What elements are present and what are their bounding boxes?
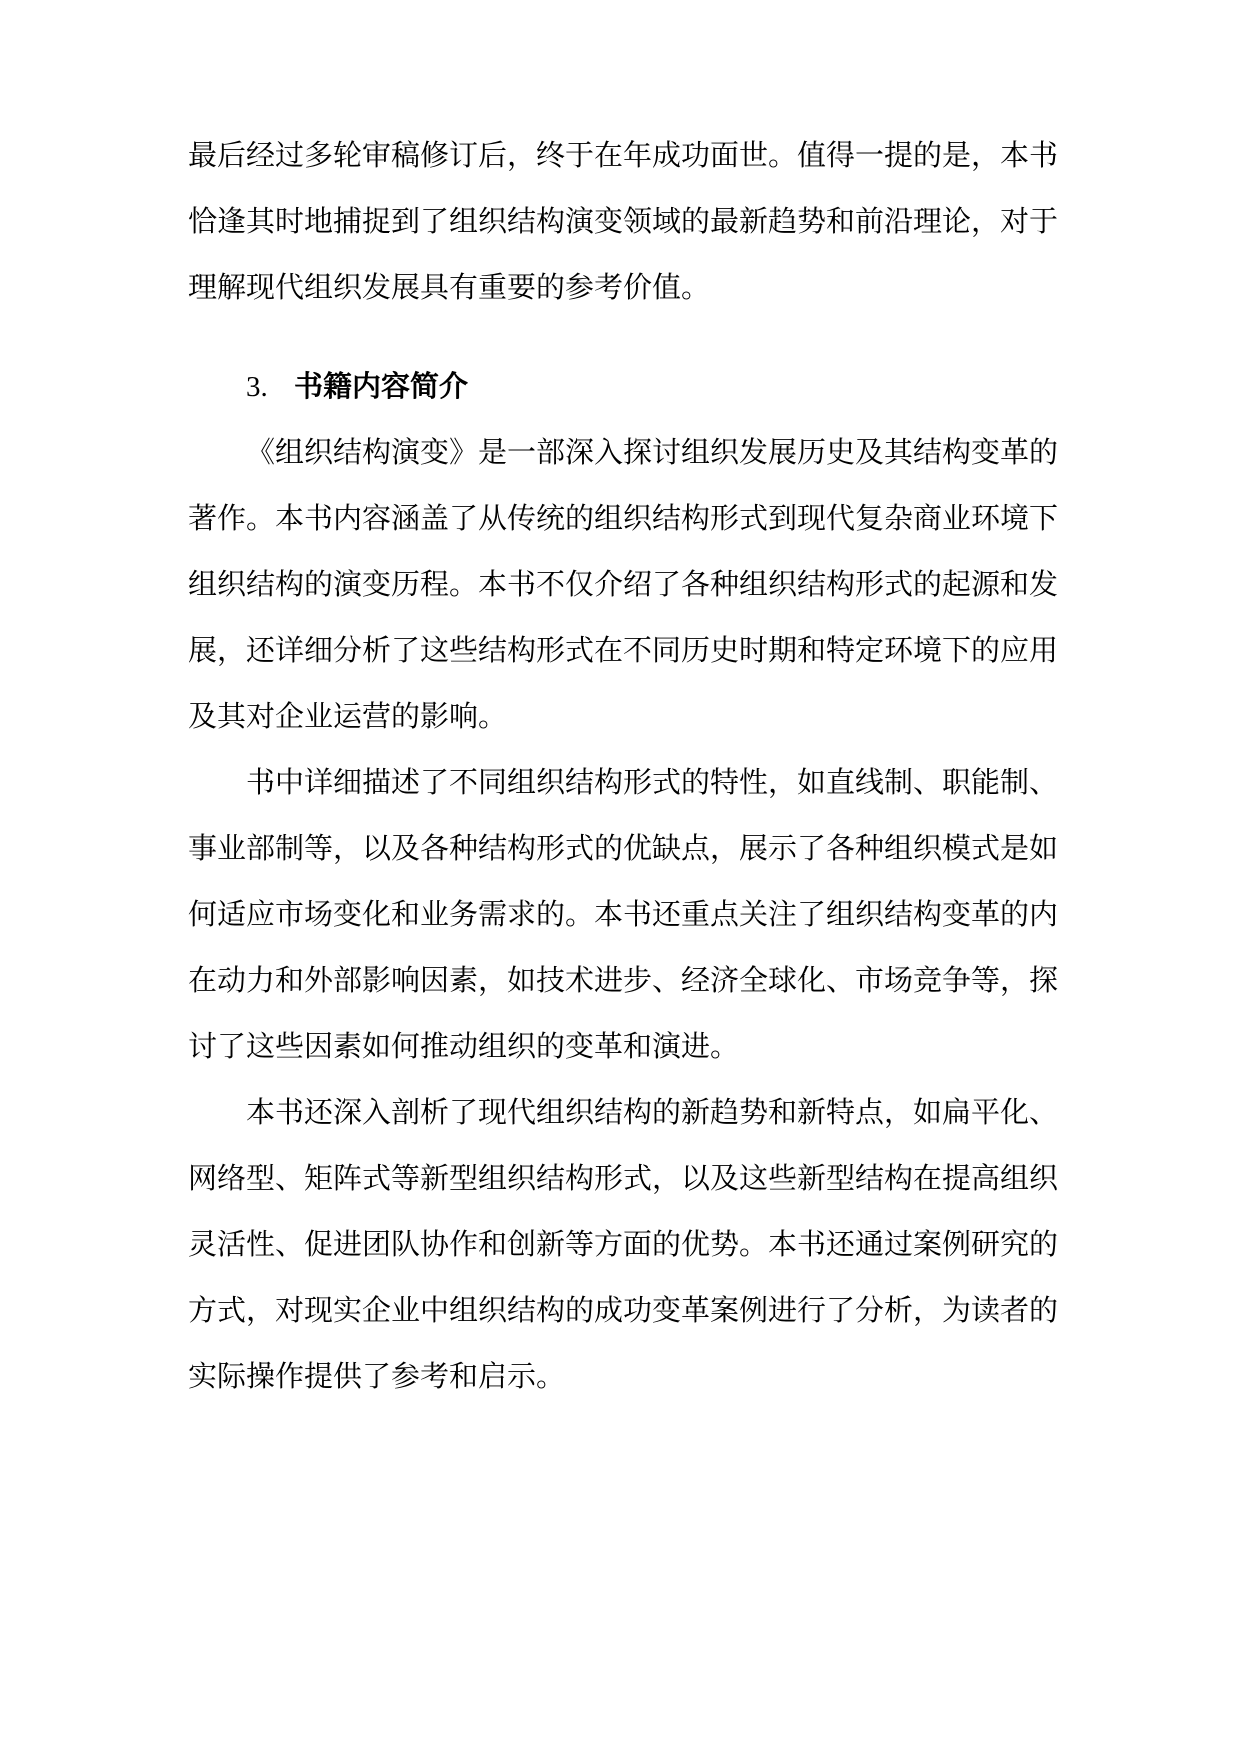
section-title: 书籍内容简介 (294, 369, 469, 403)
paragraph-line: 著作。本书内容涵盖了从传统的组织结构形式到现代复杂商业环境下 (188, 501, 1059, 535)
paragraph-line: 方式，对现实企业中组织结构的成功变革案例进行了分析，为读者的 (188, 1293, 1059, 1327)
paragraph-line: 在动力和外部影响因素，如技术进步、经济全球化、市场竞争等，探 (188, 963, 1059, 997)
paragraph-line: 灵活性、促进团队协作和创新等方面的优势。本书还通过案例研究的 (188, 1227, 1059, 1261)
paragraph-line: 书中详细描述了不同组织结构形式的特性，如直线制、职能制、 (246, 765, 1059, 799)
section-number: 3. (246, 371, 268, 403)
paragraph-line: 本书还深入剖析了现代组织结构的新趋势和新特点，如扁平化、 (246, 1095, 1059, 1129)
paragraph-line: 何适应市场变化和业务需求的。本书还重点关注了组织结构变革的内 (188, 897, 1059, 931)
paragraph-line: 网络型、矩阵式等新型组织结构形式，以及这些新型结构在提高组织 (188, 1161, 1059, 1195)
section-heading (246, 366, 468, 406)
paragraph-line: 最后经过多轮审稿修订后，终于在年成功面世。值得一提的是，本书 (188, 138, 1059, 172)
paragraph-line: 展，还详细分析了这些结构形式在不同历史时期和特定环境下的应用 (188, 633, 1059, 667)
paragraph-line: 《组织结构演变》是一部深入探讨组织发展历史及其结构变革的 (246, 435, 1059, 469)
paragraph-line: 及其对企业运营的影响。 (188, 699, 508, 733)
paragraph-line: 实际操作提供了参考和启示。 (188, 1359, 566, 1393)
paragraph-line: 事业部制等，以及各种结构形式的优缺点，展示了各种组织模式是如 (188, 831, 1059, 865)
paragraph-line: 理解现代组织发展具有重要的参考价值。 (188, 270, 711, 304)
paragraph-line: 组织结构的演变历程。本书不仅介绍了各种组织结构形式的起源和发 (188, 567, 1059, 601)
paragraph-line: 讨了这些因素如何推动组织的变革和演进。 (188, 1029, 740, 1063)
paragraph-line: 恰逢其时地捕捉到了组织结构演变领域的最新趋势和前沿理论，对于 (188, 204, 1059, 238)
